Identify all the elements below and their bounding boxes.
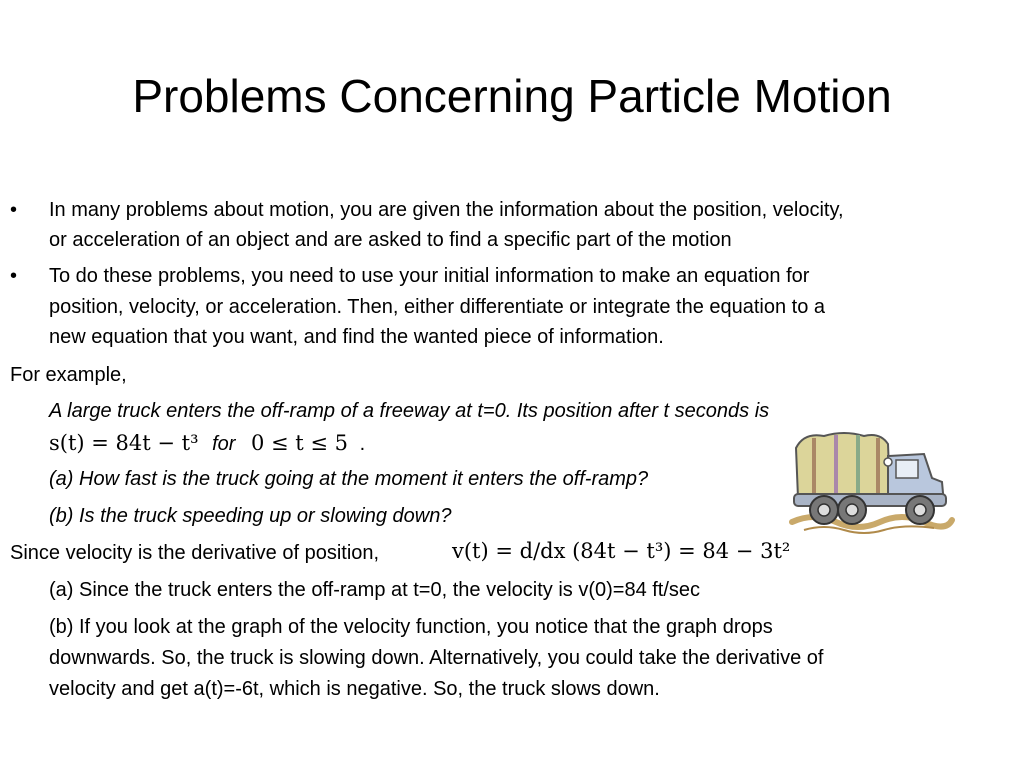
problem-equation-line [49,428,365,459]
for-example-label: For example, [10,364,127,386]
bullet-marker: • [10,199,18,221]
problem-intro: A large truck enters the off-ramp of a freeway at t=0. Its position after t seconds is [49,400,770,422]
time-domain: 0 ≤ t ≤ 5 [250,431,349,455]
bullet-2-line-3: new equation that you want, and find the wanted piece of information. [49,326,664,348]
bullet-marker: • [10,265,18,287]
question-a: (a) How fast is the truck going at the moment it enters the off-ramp? [49,468,649,490]
solution-lead: Since velocity is the derivative of position, [10,542,380,564]
answer-b-line-3: velocity and get a(t)=-6t, which is negative. So, the truck slows down. [49,678,660,700]
bullet-2-line-1: To do these problems, you need to use your initial information to make an equation for [49,265,810,287]
bullet-1-line-1: In many problems about motion, you are given the information about the position, velocity, [49,199,844,221]
equation-period: . [359,433,366,455]
bullet-1-line-2: or acceleration of an object and are asked to find a specific part of the motion [49,229,732,251]
position-equation: s(t) = 84t − t³ [49,431,199,455]
answer-b-line-2: downwards. So, the truck is slowing down. Alternatively, you could take the derivative of [49,647,824,669]
for-word: for [212,433,236,455]
truck-icon [784,426,958,538]
bullet-2-line-2: position, velocity, or acceleration. Then, either differentiate or integrate the equation to a [49,296,826,318]
slide-title: Problems Concerning Particle Motion [132,70,892,122]
answer-a: (a) Since the truck enters the off-ramp at t=0, the velocity is v(0)=84 ft/sec [49,579,701,601]
velocity-equation-text: v(t) = d/dx (84t − t³) = 84 − 3t² [452,539,791,563]
question-b: (b) Is the truck speeding up or slowing down? [49,505,452,527]
velocity-equation [452,518,790,578]
answer-b-line-1: (b) If you look at the graph of the velocity function, you notice that the graph drops [49,616,773,638]
